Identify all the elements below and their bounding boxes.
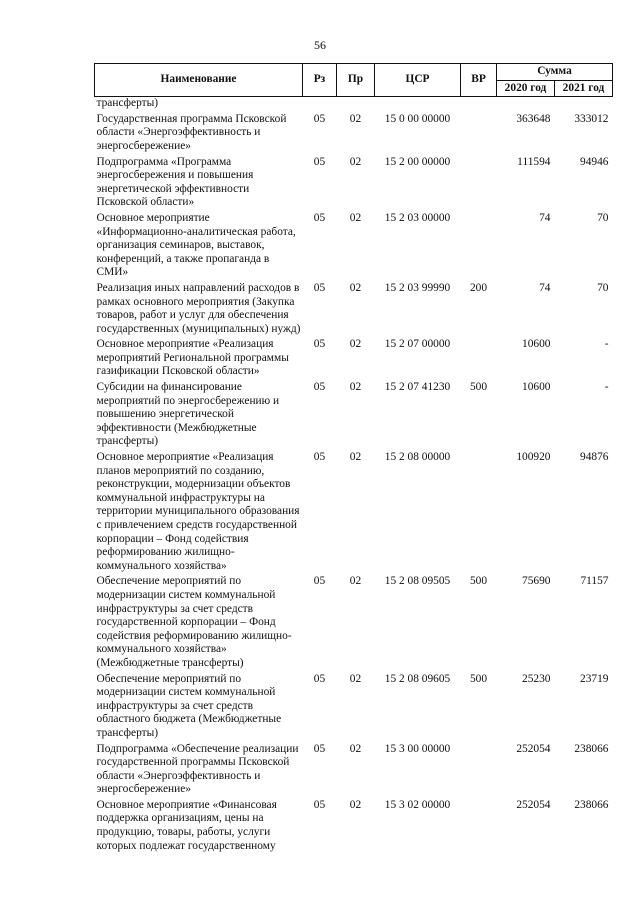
row-rz: 05 (313, 155, 326, 168)
row-rz: 05 (313, 742, 326, 755)
table-row (95, 741, 613, 797)
row-vr (461, 111, 497, 154)
row-sum-2021: 71157 (580, 575, 609, 588)
row-csr: 15 2 03 99990 (384, 281, 451, 294)
row-vr: 200 (469, 281, 488, 294)
row-pr: 02 (349, 451, 362, 464)
row-csr: 15 2 08 09605 (384, 672, 451, 685)
row-csr: 15 2 07 41230 (384, 381, 451, 394)
row-vr (461, 797, 497, 853)
row-pr: 02 (349, 798, 362, 811)
row-sum-2020: 111594 (517, 155, 551, 168)
row-csr: 15 2 03 00000 (384, 211, 451, 224)
row-csr: 15 2 08 00000 (384, 451, 451, 464)
table-body (95, 97, 613, 854)
row-sum-2021: 333012 (574, 112, 609, 125)
row-sum-2021: 94876 (580, 451, 609, 464)
row-sum-2020: 75690 (522, 575, 551, 588)
table-row (95, 449, 613, 573)
row-rz: 05 (313, 451, 326, 464)
row-name: Субсидии на финансирование мероприятий по энергосбережению и повышению энергетической эффективности (Межбюджетные трансферты) (96, 381, 280, 448)
row-sum-2021: 238066 (574, 742, 609, 755)
row-vr (461, 449, 497, 573)
page-number: 56 (314, 38, 326, 52)
continuation-row (95, 97, 613, 111)
row-name: Основное мероприятие «Реализация мероприятий Региональной программы газификации Псковской области» (96, 338, 289, 378)
table-row (95, 336, 613, 379)
row-name: Основное мероприятие «Финансовая поддержка организациям, цены на продукцию, товары, работы, услуги которых подлежат государственному (96, 798, 277, 852)
row-sum-2020: 74 (539, 211, 551, 224)
row-sum-2020: 363648 (516, 112, 551, 125)
row-rz: 05 (313, 381, 326, 394)
header-vr: ВР (461, 64, 497, 97)
row-rz: 05 (313, 211, 326, 224)
row-name: Основное мероприятие «Реализация планов мероприятий по созданию, реконструкции, модернизации объектов коммунальной инфраструктуры на территории муниципального образования с привлечением средств государственной корпорации – Фонд содействия реформированию жилищно-коммунального хозяйства» (96, 451, 300, 572)
row-name: Государственная программа Псковской области «Энергоэффективность и энергосбережение» (96, 112, 287, 152)
row-rz: 05 (313, 672, 326, 685)
header-year-2020: 2020 год (497, 80, 555, 97)
budget-table (94, 63, 613, 853)
row-sum-2020: 252054 (516, 742, 551, 755)
row-rz: 05 (313, 112, 326, 125)
table-header (95, 64, 613, 97)
row-name: Обеспечение мероприятий по модернизации систем коммунальной инфраструктуры за счет средств областного бюджета (Межбюджетные трансферты) (96, 672, 282, 739)
row-vr (461, 210, 497, 280)
header-sum: Сумма (497, 64, 613, 81)
row-sum-2020: 10600 (522, 338, 551, 351)
table-row (95, 797, 613, 853)
row-sum-2021: - (604, 381, 609, 394)
row-rz: 05 (313, 575, 326, 588)
row-sum-2021: 94946 (580, 155, 609, 168)
row-sum-2021: 70 (597, 211, 609, 224)
table-row (95, 280, 613, 336)
row-pr: 02 (349, 742, 362, 755)
header-rz: Рз (303, 64, 337, 97)
table-row (95, 154, 613, 210)
header-name: Наименование (95, 64, 303, 97)
row-csr: 15 3 00 00000 (384, 742, 451, 755)
row-pr: 02 (349, 672, 362, 685)
row-pr: 02 (349, 112, 362, 125)
row-pr: 02 (349, 155, 362, 168)
row-name: Подпрограмма «Программа энергосбережения и повышения энергетической эффективности Псковской области» (96, 155, 254, 209)
row-vr: 500 (469, 672, 488, 685)
row-name: Реализация иных направлений расходов в рамках основного мероприятия (Закупка товаров, работ и услуг для обеспечения государственных (муниципальных) нужд) (96, 281, 301, 335)
row-sum-2020: 252054 (516, 798, 551, 811)
row-sum-2020: 10600 (522, 381, 551, 394)
row-vr (461, 741, 497, 797)
table-row (95, 111, 613, 154)
row-sum-2021: 238066 (574, 798, 609, 811)
row-pr: 02 (349, 381, 362, 394)
row-pr: 02 (349, 211, 362, 224)
row-name: Обеспечение мероприятий по модернизации систем коммунальной инфраструктуры за счет средств государственной корпорации – Фонд содействия реформированию жилищно-коммунального хозяйства» (Межбюджетные трансферты) (96, 575, 292, 669)
table-row (95, 379, 613, 449)
row-name: Подпрограмма «Обеспечение реализации государственной программы Псковской области «Энергоэффективность и энергосбережение» (96, 742, 299, 796)
row-vr: 500 (469, 575, 488, 588)
row-sum-2020: 74 (539, 281, 551, 294)
row-sum-2021: 23719 (580, 672, 609, 685)
row-pr: 02 (349, 575, 362, 588)
table-row (95, 573, 613, 670)
header-year-2021: 2021 год (555, 80, 613, 97)
row-vr: 500 (469, 381, 488, 394)
row-vr (461, 154, 497, 210)
row-csr: 15 0 00 00000 (384, 112, 451, 125)
row-csr: 15 3 02 00000 (384, 798, 451, 811)
header-pr: Пр (337, 64, 375, 97)
row-rz: 05 (313, 281, 326, 294)
continuation-text: трансферты) (96, 97, 159, 110)
row-sum-2020: 100920 (516, 451, 551, 464)
row-sum-2020: 25230 (522, 672, 551, 685)
row-vr (461, 336, 497, 379)
table-row (95, 671, 613, 741)
row-pr: 02 (349, 281, 362, 294)
row-pr: 02 (349, 338, 362, 351)
row-sum-2021: - (604, 338, 609, 351)
row-rz: 05 (313, 338, 326, 351)
table-row (95, 210, 613, 280)
header-csr: ЦСР (375, 64, 461, 97)
row-sum-2021: 70 (597, 281, 609, 294)
row-csr: 15 2 00 00000 (384, 155, 451, 168)
row-csr: 15 2 08 09505 (384, 575, 451, 588)
row-name: Основное мероприятие «Информационно-аналитическая работа, организация семинаров, выставок, конференций, а также пропаганда в СМИ» (96, 211, 296, 279)
row-csr: 15 2 07 00000 (384, 338, 451, 351)
row-rz: 05 (313, 798, 326, 811)
